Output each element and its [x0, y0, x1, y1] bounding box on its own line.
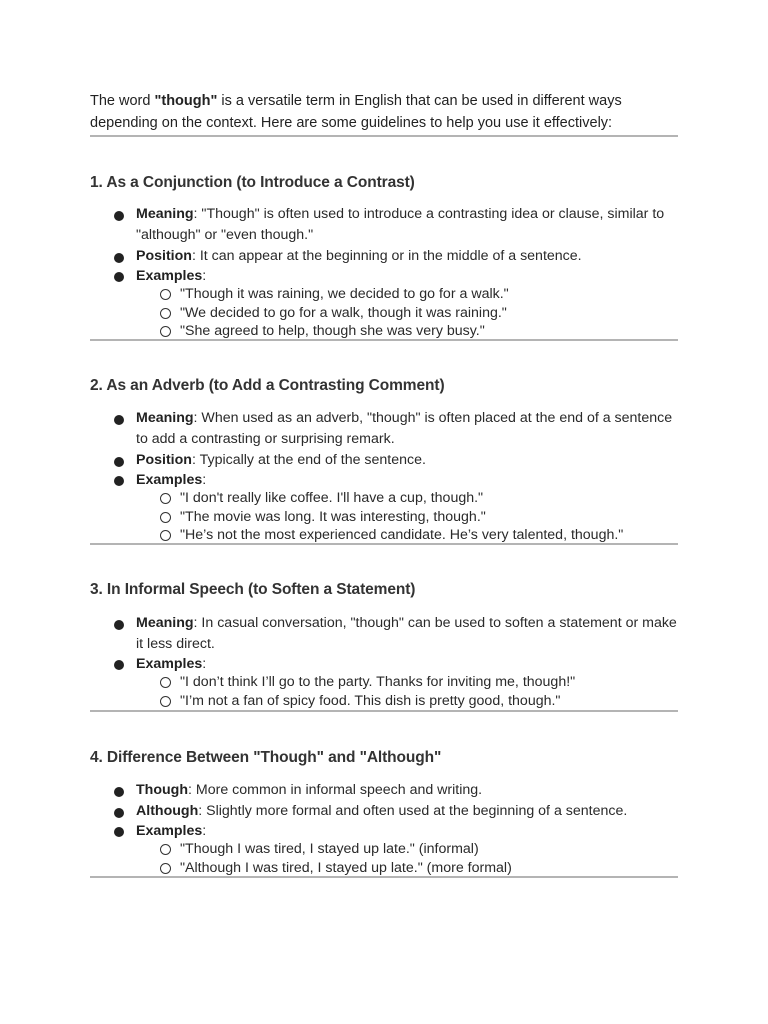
example-text: "Though it was raining, we decided to go for a walk." — [180, 286, 509, 302]
list-item-examples — [90, 471, 678, 545]
section-adverb — [90, 375, 678, 545]
section-title: 2. As an Adverb (to Add a Contrasting Comment) — [90, 377, 445, 394]
examples-list — [136, 840, 678, 877]
list-item-position — [90, 246, 678, 267]
position-text: : It can appear at the beginning or in the middle of a sentence. — [191, 248, 582, 264]
bullet-icon — [114, 620, 124, 630]
example-text: "I don't really like coffee. I'll have a cup, though." — [180, 490, 484, 506]
example-item — [90, 526, 678, 545]
position-label: Position — [136, 248, 192, 264]
divider — [90, 135, 678, 137]
list-item-meaning — [90, 204, 678, 246]
although-label: Although — [136, 803, 199, 819]
though-label: Though — [136, 782, 188, 798]
section-title: 4. Difference Between "Though" and "Although" — [90, 749, 442, 766]
list-item-meaning — [90, 613, 678, 655]
divider — [90, 710, 678, 712]
example-text: "We decided to go for a walk, though it was raining." — [180, 304, 507, 321]
examples-colon: : — [202, 823, 207, 839]
bullet-icon — [114, 827, 124, 837]
example-item — [90, 859, 678, 878]
examples-label: Examples — [136, 268, 203, 284]
list-item-examples — [90, 655, 678, 710]
bullet-icon — [114, 272, 124, 282]
example-text: "Although I was tired, I stayed up late." (more formal) — [180, 859, 512, 876]
circle-bullet-icon — [160, 844, 171, 855]
divider — [90, 543, 678, 545]
meaning-label: Meaning — [136, 615, 194, 631]
meaning-text: : In casual conversation, "though" can be used to soften a statement or make it less direct. — [136, 615, 677, 652]
bullet-icon — [114, 476, 124, 486]
list-item-though — [90, 780, 678, 801]
examples-list — [136, 285, 678, 341]
examples-label: Examples — [136, 823, 203, 839]
circle-bullet-icon — [160, 530, 171, 541]
list-item-position — [90, 450, 678, 471]
example-item — [90, 840, 678, 859]
bullet-icon — [114, 660, 124, 670]
examples-list — [136, 489, 678, 545]
examples-colon: : — [202, 268, 207, 284]
example-item — [90, 673, 678, 692]
examples-colon: : — [202, 656, 207, 672]
bullet-icon — [114, 415, 124, 425]
position-label: Position — [136, 452, 192, 468]
bullet-icon — [114, 787, 124, 797]
meaning-text: : "Though" is often used to introduce a contrasting idea or clause, similar to "although" or "even though." — [136, 206, 665, 243]
example-item — [90, 285, 678, 304]
examples-label: Examples — [136, 472, 203, 488]
though-text: : More common in informal speech and writing. — [188, 782, 483, 798]
circle-bullet-icon — [160, 289, 171, 300]
intro-suffix: is a versatile term in English that can be used in different ways depending on the context. Here are some guidelines to help you use it effectively: — [90, 93, 622, 131]
bullet-list — [90, 613, 678, 710]
circle-bullet-icon — [160, 308, 171, 319]
example-item — [90, 304, 678, 323]
section-informal-speech — [90, 579, 678, 710]
example-item — [90, 489, 678, 508]
bullet-icon — [114, 253, 124, 263]
example-item — [90, 692, 678, 711]
examples-list — [136, 673, 678, 710]
bullet-list — [90, 204, 678, 341]
position-text: : Typically at the end of the sentence. — [191, 452, 426, 468]
section-title: 1. As a Conjunction (to Introduce a Contrast) — [90, 174, 415, 191]
examples-colon: : — [202, 472, 207, 488]
list-item-although — [90, 801, 678, 822]
meaning-label: Meaning — [136, 206, 194, 222]
list-item-examples — [90, 267, 678, 341]
list-item-meaning — [90, 408, 678, 450]
example-text: "I don’t think I’ll go to the party. Thanks for inviting me, though!" — [180, 674, 576, 690]
circle-bullet-icon — [160, 326, 171, 337]
section-conjunction — [90, 172, 678, 341]
example-item — [90, 508, 678, 527]
example-text: "Though I was tired, I stayed up late." (informal) — [180, 841, 479, 857]
circle-bullet-icon — [160, 696, 171, 707]
bullet-icon — [114, 457, 124, 467]
examples-label: Examples — [136, 656, 203, 672]
meaning-text: : When used as an adverb, "though" is often placed at the end of a sentence to add a contrasting or surprising remark. — [136, 410, 673, 447]
divider — [90, 876, 678, 878]
example-text: "He’s not the most experienced candidate. He’s very talented, though." — [180, 527, 624, 543]
bullet-list — [90, 780, 678, 877]
although-text: : Slightly more formal and often used at the beginning of a sentence. — [198, 803, 628, 819]
example-text: "I’m not a fan of spicy food. This dish is pretty good, though." — [180, 692, 561, 709]
intro-term: "though" — [154, 93, 218, 109]
list-item-examples — [90, 822, 678, 877]
circle-bullet-icon — [160, 512, 171, 523]
meaning-label: Meaning — [136, 410, 194, 426]
section-title: 3. In Informal Speech (to Soften a Statement) — [90, 581, 416, 598]
circle-bullet-icon — [160, 677, 171, 688]
section-difference — [90, 747, 678, 877]
example-text: "She agreed to help, though she was very busy." — [180, 323, 485, 339]
example-text: "The movie was long. It was interesting, though." — [180, 508, 486, 525]
example-item — [90, 322, 678, 341]
divider — [90, 339, 678, 341]
bullet-list — [90, 408, 678, 545]
circle-bullet-icon — [160, 493, 171, 504]
intro-prefix: The word — [90, 93, 155, 109]
bullet-icon — [114, 211, 124, 221]
intro-paragraph — [90, 90, 678, 134]
bullet-icon — [114, 808, 124, 818]
circle-bullet-icon — [160, 863, 171, 874]
